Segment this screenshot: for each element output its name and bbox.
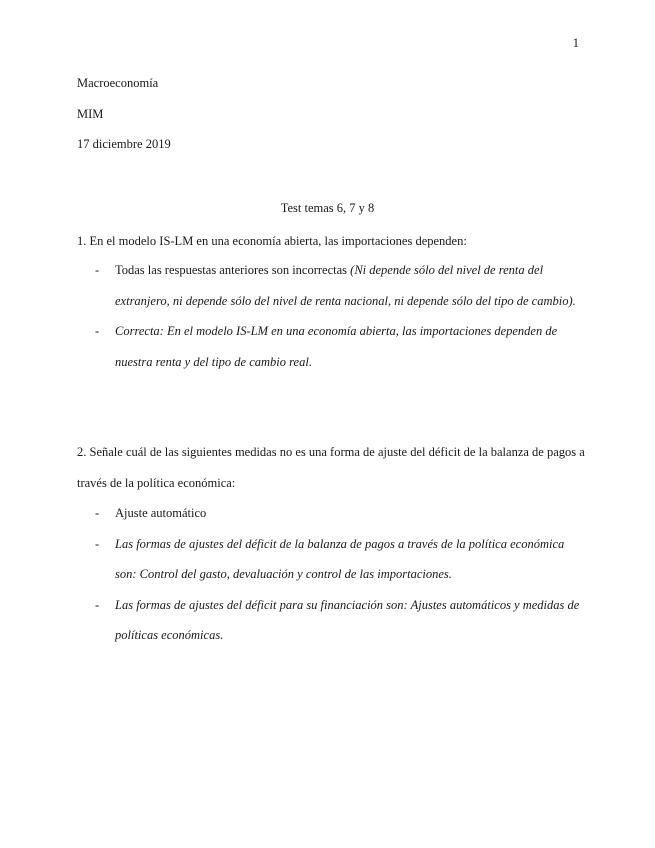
question-1-answers bbox=[77, 255, 585, 377]
list-bullet: - bbox=[95, 506, 100, 520]
answer-1a bbox=[77, 255, 585, 316]
document-title: Test temas 6, 7 y 8 bbox=[280, 201, 375, 215]
question-1: 1. En el modelo IS-LM en una economía abierta, las importaciones dependen: bbox=[77, 234, 467, 248]
answer-italic-text: Correcta: En el modelo IS-LM en una economía abierta, las importaciones dependen de nuestra renta y del tipo de cambio real. bbox=[115, 324, 558, 369]
answer-1b bbox=[77, 316, 585, 377]
document-date: 17 diciembre 2019 bbox=[77, 137, 171, 151]
answer-plain-text: Todas las respuestas anteriores son incorrectas bbox=[115, 263, 351, 277]
list-bullet: - bbox=[95, 597, 100, 612]
list-bullet: - bbox=[95, 263, 100, 277]
answer-plain-text: Ajuste automático bbox=[115, 506, 207, 520]
answer-italic-text: Las formas de ajustes del déficit de la balanza de pagos a través de la política económica son: Control del gasto, devaluación y control de las importaciones. bbox=[115, 536, 565, 581]
list-bullet: - bbox=[95, 536, 100, 551]
question-2-answers bbox=[77, 498, 585, 651]
answer-2b bbox=[77, 529, 585, 590]
page-number: 1 bbox=[572, 36, 579, 50]
answer-2c bbox=[77, 590, 585, 651]
answer-italic-text: Las formas de ajustes del déficit para su financiación son: Ajustes automáticos y medidas de políticas económicas. bbox=[115, 597, 580, 642]
list-bullet: - bbox=[95, 324, 100, 338]
program-name: MIM bbox=[77, 107, 104, 121]
answer-italic-text: (Ni depende sólo del nivel de renta del extranjero, ni depende sólo del nivel de renta nacional, ni depende sólo del tipo de cambio). bbox=[115, 263, 576, 308]
question-2: 2. Señale cuál de las siguientes medidas no es una forma de ajuste del déficit de la balanza de pagos a través de la política económica: bbox=[77, 445, 585, 490]
course-name: Macroeconomía bbox=[77, 76, 159, 90]
answer-2a bbox=[77, 498, 585, 529]
